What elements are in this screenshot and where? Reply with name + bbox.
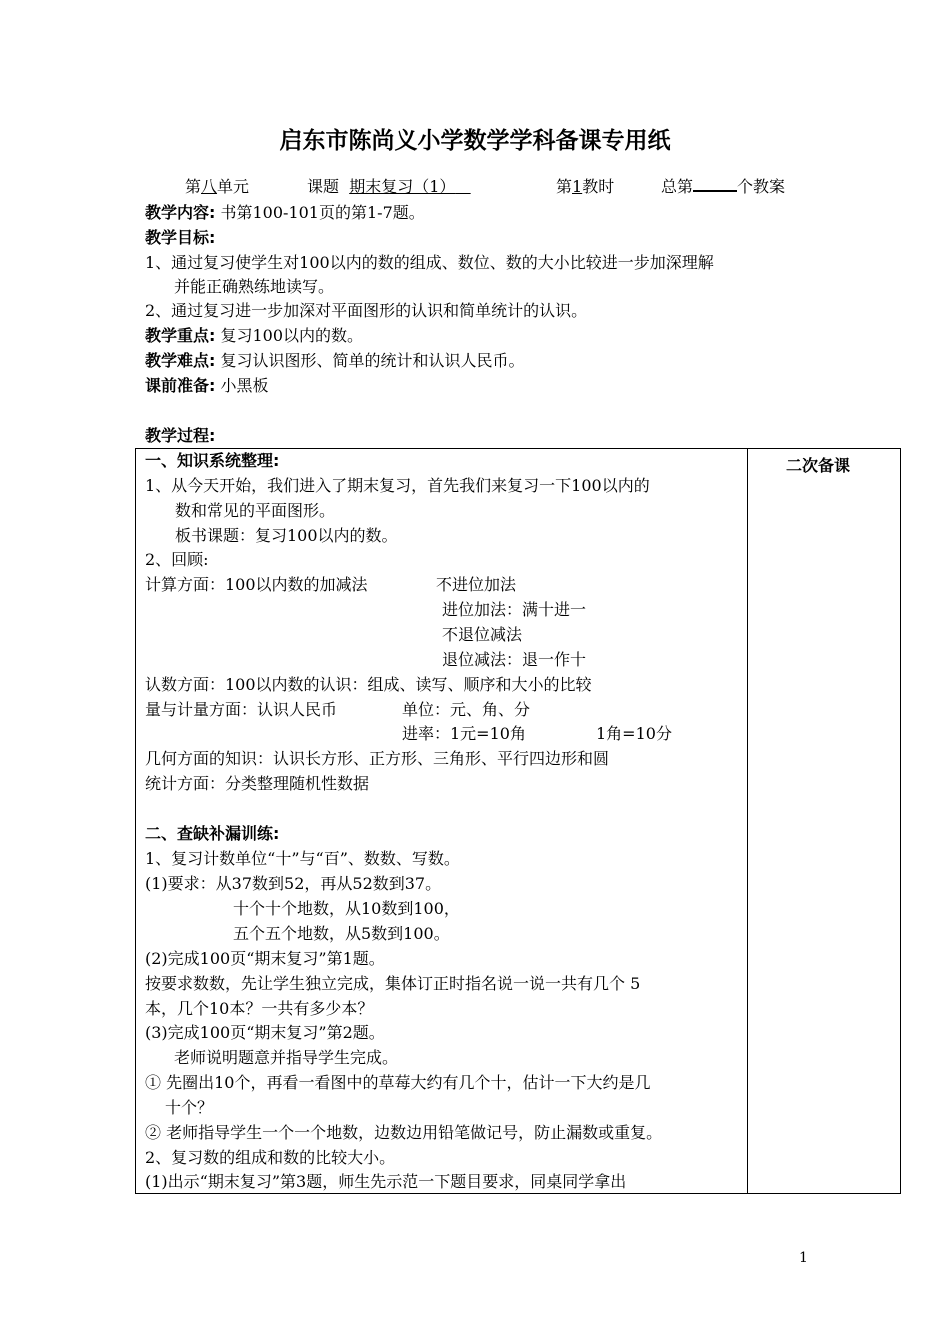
prep-row xyxy=(145,375,269,397)
content-label: 教学内容: xyxy=(145,203,216,222)
text-line: 老师说明题意并指导学生完成。 xyxy=(174,1048,399,1067)
text-line: ② 老师指导学生一个一个地数，边数边用铅笔做记号，防止漏数或重复。 xyxy=(145,1123,663,1142)
process-table xyxy=(135,448,901,1194)
text-line: ① 先圈出10个，再看一看图中的草莓大约有几个十，估计一下大约是几 xyxy=(145,1073,651,1092)
second-prep-header: 二次备课 xyxy=(786,456,851,475)
unit-number: 八 xyxy=(201,177,218,196)
text-line: 按要求数数，先让学生独立完成，集体订正时指名说一说一共有几个 5 xyxy=(145,974,641,993)
text-line: 退位减法：退一作十 xyxy=(442,650,587,669)
unit-prefix: 第 xyxy=(185,177,202,196)
text-line: 进位加法：满十进一 xyxy=(442,600,587,619)
text-line: (2)完成100页“期末复习”第1题。 xyxy=(145,949,385,968)
text-line: 2、回顾: xyxy=(145,550,209,569)
prep-label: 课前准备: xyxy=(145,376,216,395)
text-line: 几何方面的知识：认识长方形、正方形、三角形、平行四边形和圆 xyxy=(145,749,610,768)
unit-suffix: 单元 xyxy=(217,177,250,196)
text-line: 量与计量方面：认识人民币 xyxy=(145,700,338,719)
total-prefix: 总第 xyxy=(661,177,694,196)
key-label: 教学重点: xyxy=(145,326,216,345)
text-line: 十个十个地数，从10数到100， xyxy=(233,899,460,918)
text-line: (1)出示“期末复习”第3题，师生先示范一下题目要求，同桌同学拿出 xyxy=(145,1172,627,1191)
text-line: 板书课题：复习100以内的数。 xyxy=(175,526,398,545)
section-1-heading: 一、知识系统整理: xyxy=(145,451,280,470)
period xyxy=(556,176,614,198)
text-line: 统计方面：分类整理随机性数据 xyxy=(145,774,370,793)
prep-value: 小黑板 xyxy=(220,376,269,395)
content-row xyxy=(145,202,425,224)
text-line: (3)完成100页“期末复习”第2题。 xyxy=(145,1023,385,1042)
text-line: 1、从今天开始，我们进入了期末复习，首先我们来复习一下100以内的 xyxy=(145,476,650,495)
difficult-label: 教学难点: xyxy=(145,351,216,370)
content-value: 书第100-101页的第1-7题。 xyxy=(220,203,425,222)
page-number: 1 xyxy=(799,1250,808,1266)
text-line: 不退位减法 xyxy=(442,625,523,644)
document-title: 启东市陈尚义小学数学学科备课专用纸 xyxy=(279,128,671,154)
goal-1a: 1、通过复习使学生对100以内的数的组成、数位、数的大小比较进一步加深理解 xyxy=(145,253,714,272)
key-row xyxy=(145,325,363,347)
process-label: 教学过程: xyxy=(145,426,216,445)
text-line: 数和常见的平面图形。 xyxy=(175,501,336,520)
text-line: 单位：元、角、分 xyxy=(402,700,531,719)
text-line: 1角=10分 xyxy=(596,724,672,743)
text-line: 2、复习数的组成和数的比较大小。 xyxy=(145,1148,396,1167)
period-prefix: 第 xyxy=(556,177,573,196)
difficult-row xyxy=(145,350,525,372)
text-line: (1)要求：从37数到52，再从52数到37。 xyxy=(145,874,442,893)
total-plans xyxy=(661,176,785,198)
text-line: 本，几个10本？一共有多少本？ xyxy=(145,999,374,1018)
text-line: 1、复习计数单位“十”与“百”、数数、写数。 xyxy=(145,849,460,868)
topic-label: 课题 xyxy=(307,177,340,196)
period-number: 1 xyxy=(572,177,583,196)
section-2-heading: 二、查缺补漏训练: xyxy=(145,824,280,843)
goal-1b: 并能正确熟练地读写。 xyxy=(174,277,335,296)
total-suffix: 个教案 xyxy=(737,177,786,196)
table-divider xyxy=(747,449,748,1193)
text-line: 不进位加法 xyxy=(436,575,517,594)
header-row xyxy=(185,176,249,198)
text-line: 计算方面：100以内数的加减法 xyxy=(145,575,368,594)
topic-value: 期末复习（1） xyxy=(349,177,456,196)
key-value: 复习100以内的数。 xyxy=(220,326,364,345)
period-suffix: 教时 xyxy=(582,177,615,196)
text-line: 认数方面：100以内数的认识：组成、读写、顺序和大小的比较 xyxy=(145,675,592,694)
difficult-value: 复习认识图形、简单的统计和认识人民币。 xyxy=(220,351,525,370)
text-line: 进率：1元=10角 xyxy=(402,724,526,743)
goal-2: 2、通过复习进一步加深对平面图形的认识和简单统计的认识。 xyxy=(145,301,588,320)
text-line: 十个？ xyxy=(165,1098,214,1117)
goals-label: 教学目标: xyxy=(145,228,216,247)
total-blank xyxy=(693,176,737,192)
text-line: 五个五个地数，从5数到100。 xyxy=(233,924,450,943)
topic xyxy=(307,176,471,198)
